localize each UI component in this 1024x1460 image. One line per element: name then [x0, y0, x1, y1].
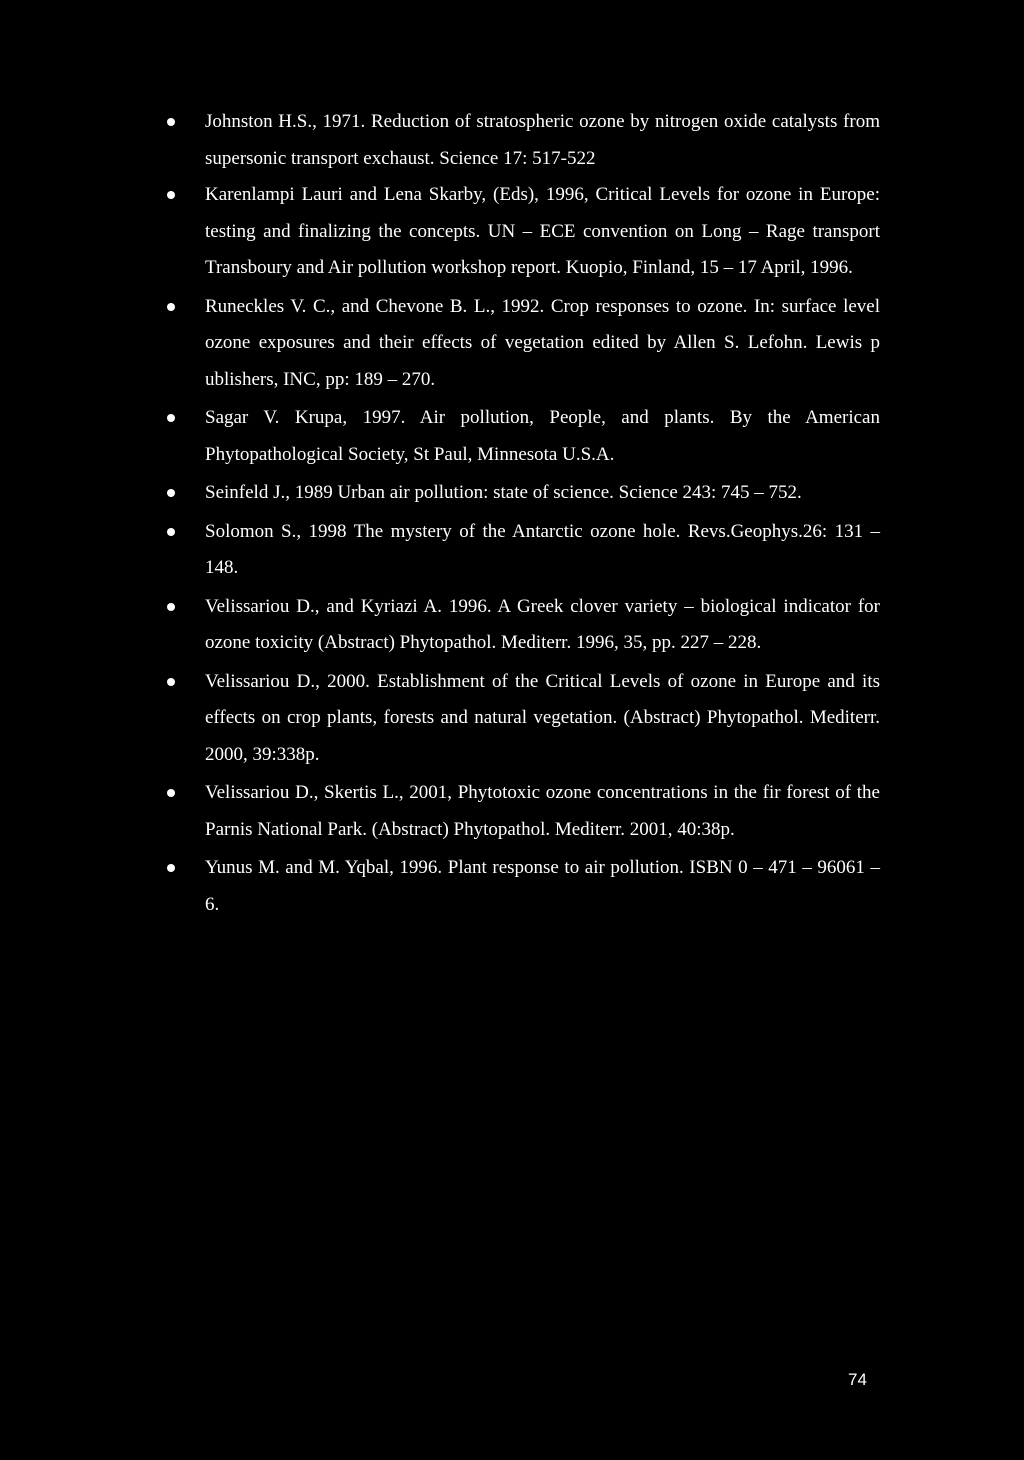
- reference-text: Velissariou D., and Kyriazi A. 1996. A Greek clover variety – biological indicator for ozone toxicity (Abstract) Phytopathol. Mediterr. 1996, 35, pp. 227 – 228.: [205, 595, 880, 653]
- reference-text: Seinfeld J., 1989 Urban air pollution: state of science. Science 243: 745 – 752.: [205, 482, 802, 503]
- reference-item: [160, 514, 880, 587]
- reference-item: [160, 850, 880, 923]
- reference-text: Velissariou D., 2000. Establishment of the Critical Levels of ozone in Europe and its effects on crop plants, forests and natural vegetation. (Abstract) Phytopathol. Mediterr. 2000, 39:338p.: [205, 670, 880, 765]
- reference-list: [160, 104, 880, 923]
- bullet-icon: [167, 191, 175, 199]
- reference-item: [160, 475, 880, 512]
- reference-text: Yunus M. and M. Yqbal, 1996. Plant response to air pollution. ISBN 0 – 471 – 96061 – 6.: [205, 857, 880, 915]
- reference-text: Sagar V. Krupa, 1997. Air pollution, People, and plants. By the American Phytopathological Society, St Paul, Minnesota U.S.A.: [205, 407, 880, 465]
- bullet-icon: [167, 789, 175, 797]
- reference-item: [160, 400, 880, 473]
- reference-item: [160, 177, 880, 287]
- reference-item: [160, 775, 880, 848]
- bullet-icon: [167, 678, 175, 686]
- reference-text: Solomon S., 1998 The mystery of the Antarctic ozone hole. Revs.Geophys.26: 131 – 148.: [205, 520, 880, 578]
- reference-item: [160, 589, 880, 662]
- reference-text: Johnston H.S., 1971. Reduction of stratospheric ozone by nitrogen oxide catalysts from supersonic transport exchaust. Science 17: 517-522: [205, 111, 880, 169]
- reference-text: Karenlampi Lauri and Lena Skarby, (Eds), 1996, Critical Levels for ozone in Europe: testing and finalizing the concepts. UN – ECE convention on Long – Rage transport Transboury and Air pollution workshop report. Kuopio, Finland, 15 – 17 April, 1996.: [205, 184, 880, 278]
- bullet-icon: [167, 414, 175, 422]
- bullet-icon: [167, 303, 175, 311]
- reference-text: Runeckles V. C., and Chevone B. L., 1992. Crop responses to ozone. In: surface level ozone exposures and their effects of vegetation edited by Allen S. Lefohn. Lewis p ublishers, INC, pp: 189 – 270.: [205, 295, 880, 390]
- reference-text: Velissariou D., Skertis L., 2001, Phytotoxic ozone concentrations in the fir forest of the Parnis National Park. (Abstract) Phytopathol. Mediterr. 2001, 40:38p.: [205, 782, 880, 840]
- bullet-icon: [167, 528, 175, 536]
- reference-item: [160, 289, 880, 399]
- bullet-icon: [167, 118, 175, 126]
- bullet-icon: [167, 603, 175, 611]
- bullet-icon: [167, 864, 175, 872]
- reference-item: [160, 664, 880, 774]
- bullet-icon: [167, 489, 175, 497]
- reference-item: [160, 104, 880, 177]
- page-number: 74: [848, 1370, 867, 1389]
